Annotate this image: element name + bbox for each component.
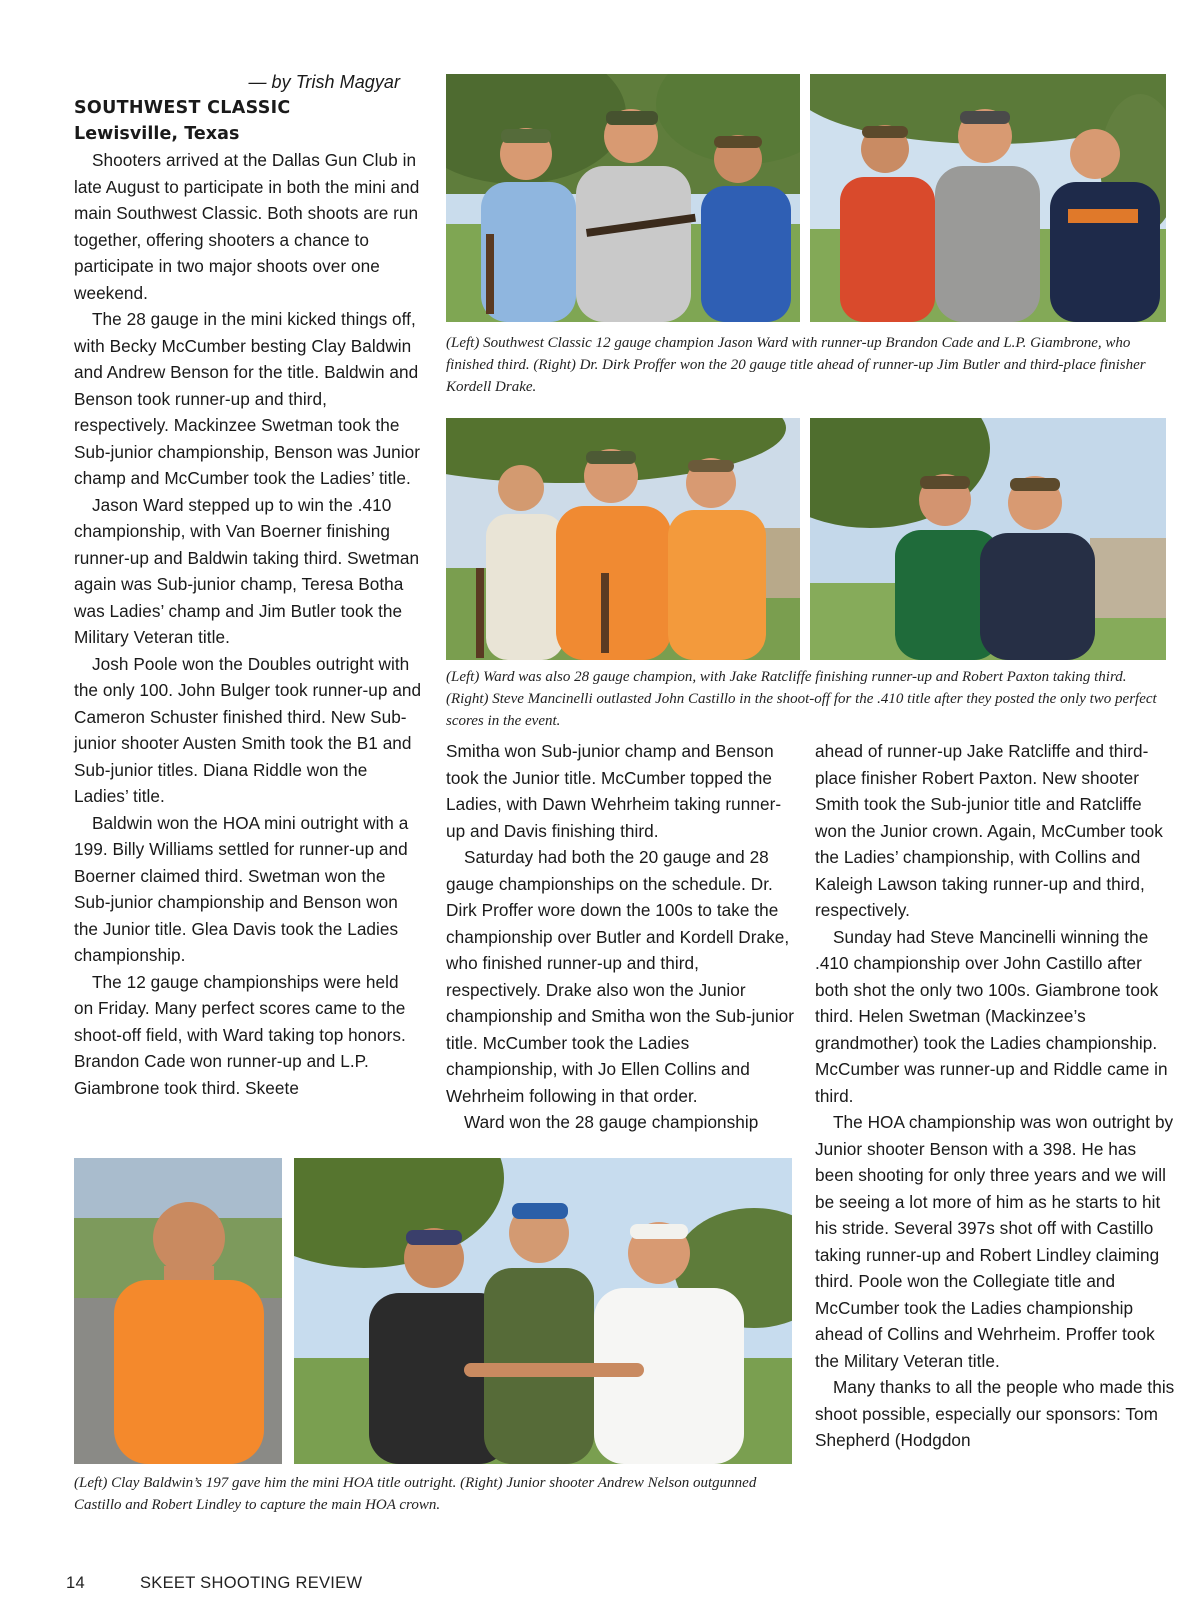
- paragraph: Smitha won Sub-junior champ and Benson took the Junior title. McCumber topped the Ladies, with Dawn Wehrheim taking runner-up and Davis finishing third.: [446, 741, 782, 841]
- paragraph: Jason Ward stepped up to win the .410 championship, with Van Boerner finishing runner-up and Baldwin taking third. Swetman again was Sub-junior champ, Teresa Botha was Ladies’ champ and Jim Butler took the Military Veteran title.: [74, 494, 420, 647]
- caption-row-3: (Left) Clay Baldwin’s 197 gave him the mini HOA title outright. (Right) Junior shooter Andrew Nelson outgunned Castillo and Robert Lindley to capture the main HOA crown.: [74, 1475, 757, 1513]
- paragraph: The HOA championship was won outright by Junior shooter Benson with a 398. He has been shooting for only three years and we will be seeing a lot more of him as he starts to hit his stride. Several 397s shot off with Castillo taking runner-up and Robert Lindley claiming third. Poole won the Collegiate title and McCumber took the Ladies championship ahead of Collins and Wehrheim. Proffer took the Military Veteran title.: [815, 1112, 1174, 1371]
- photo-ward-cade-giambrone: [446, 74, 800, 322]
- paragraph: Ward won the 28 gauge championship: [464, 1112, 759, 1132]
- paragraph: Saturday had both the 20 gauge and 28 gauge championships on the schedule. Dr. Dirk Proffer wore down the 100s to take the championship over Butler and Kordell Drake, who finished runner-up and third, respectively. Drake also won the Junior championship and Smitha won the Sub-junior title. McCumber took the Ladies championship, with Jo Ellen Collins and Wehrheim following in that order.: [446, 847, 794, 1106]
- event-place: Lewisville, Texas: [74, 124, 240, 144]
- paragraph: Many thanks to all the people who made this shoot possible, especially our sponsors: Tom Shepherd (Hodgdon: [815, 1377, 1175, 1450]
- page-number: 14: [66, 1574, 85, 1592]
- photo-nelson-castillo-lindley: [294, 1158, 792, 1464]
- paragraph: Josh Poole won the Doubles outright with the only 100. John Bulger took runner-up and Cameron Schuster finished third. New Sub-junior shooter Austen Smith took the B1 and Sub-junior titles. Diana Riddle won the Ladies’ title.: [74, 653, 422, 806]
- caption-row-2: (Left) Ward was also 28 gauge champion, with Jake Ratcliffe finishing runner-up and Robert Paxton taking third. (Right) Steve Mancinelli outlasted John Castillo in the shoot-off for the .410 title after they posted the only two perfect scores in the event.: [446, 669, 1157, 729]
- paragraph: Baldwin won the HOA mini outright with a 199. Billy Williams settled for runner-up and Boerner claimed third. Swetman won the Sub-junior championship and Benson won the Junior title. Glea Davis took the Ladies championship.: [74, 812, 409, 965]
- paragraph: The 12 gauge championships were held on Friday. Many perfect scores came to the shoot-off field, with Ward taking top honors. Brandon Cade won runner-up and L.P. Giambrone took third. Skeete: [74, 971, 406, 1098]
- photo-clay-baldwin: [74, 1158, 282, 1464]
- paragraph: Shooters arrived at the Dallas Gun Club in late August to participate in both the mini and main Southwest Classic. Both shoots are run together, offering shooters a chance to participate in two major shoots over one weekend.: [74, 150, 420, 303]
- publication-name: SKEET SHOOTING REVIEW: [140, 1574, 363, 1592]
- caption-row-1: (Left) Southwest Classic 12 gauge champion Jason Ward with runner-up Brandon Cade and L.P. Giambrone, who finished third. (Right) Dr. Dirk Proffer won the 20 gauge title ahead of runner-up Jim Butler and third-place finisher Kordell Drake.: [446, 335, 1146, 395]
- article-column-1: [74, 68, 422, 1101]
- paragraph: The 28 gauge in the mini kicked things off, with Becky McCumber besting Clay Baldwin and Andrew Benson for the title. Baldwin and Benson took runner-up and third, respectively. Mackinzee Swetman took the Sub-junior championship, Benson was Junior champ and McCumber took the Ladies’ title.: [74, 309, 421, 488]
- article-column-3: [815, 738, 1175, 1454]
- photo-ward-ratcliffe-paxton: [446, 418, 800, 660]
- paragraph: ahead of runner-up Jake Ratcliffe and third-place finisher Robert Paxton. New shooter Smith took the Sub-junior title and Ratcliffe won the Junior crown. Again, McCumber took the Ladies’ championship, with Collins and Kaleigh Lawson taking runner-up and third, respectively.: [815, 741, 1163, 920]
- photo-mancinelli-castillo: [810, 418, 1166, 660]
- paragraph: Sunday had Steve Mancinelli winning the .410 championship over John Castillo after both shot the only two 100s. Giambrone took third. Helen Swetman (Mackinzee’s grandmother) took the Ladies championship. McCumber was runner-up and Riddle came in third.: [815, 926, 1168, 1106]
- article-column-2: [446, 738, 794, 1136]
- byline: — by Trish Magyar: [248, 72, 400, 92]
- event-title: SOUTHWEST CLASSIC: [74, 98, 291, 118]
- photo-proffer-butler-drake: [810, 74, 1166, 322]
